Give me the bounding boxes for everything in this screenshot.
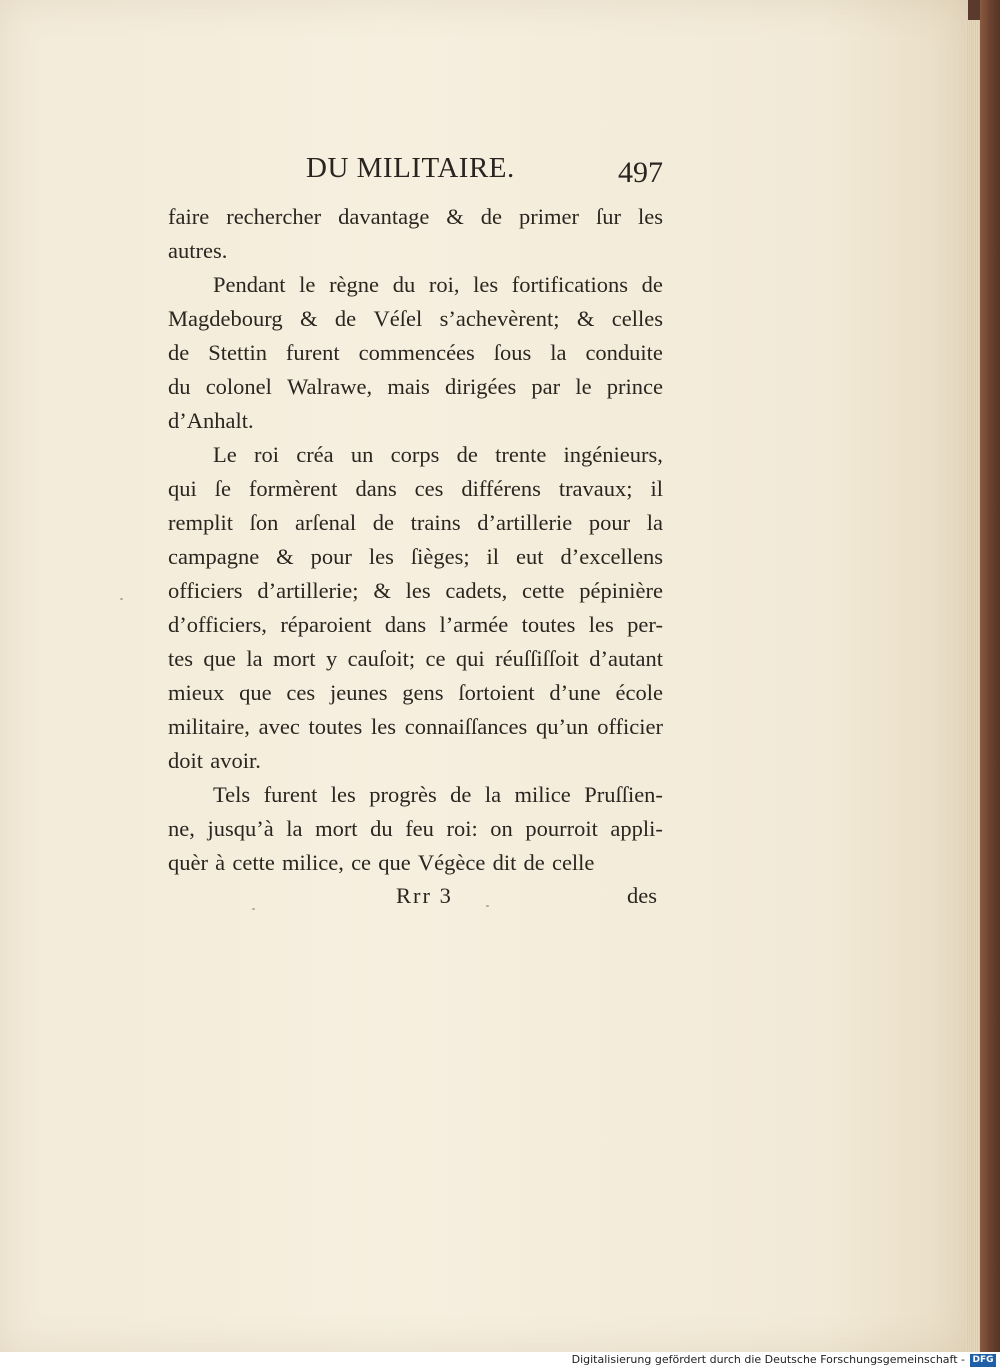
page-footer xyxy=(168,883,663,917)
dfg-logo: DFG xyxy=(970,1354,996,1367)
page-header xyxy=(168,148,663,188)
text-line: quèr à cette milice, ce que Végèce dit de celle xyxy=(168,850,595,875)
text-line: de Stettin furent commencées ſous la conduite xyxy=(168,340,663,365)
body-text xyxy=(168,200,663,880)
text-line: campagne & pour les ſièges; il eut d’excellens xyxy=(168,544,663,569)
text-line: Pendant le règne du roi, les fortifications de xyxy=(213,272,663,297)
book-cover-edge xyxy=(980,0,1000,1369)
text-line: tes que la mort y cauſoit; ce qui réuſſiſſoit d’autant xyxy=(168,646,663,671)
text-line: remplit ſon arſenal de trains d’artillerie pour la xyxy=(168,510,663,535)
digitization-credit: Digitalisierung gefördert durch die Deutsche Forschungsgemeinschaft - xyxy=(571,1353,965,1366)
text-line: Le roi créa un corps de trente ingénieurs, xyxy=(213,442,663,467)
catchword: des xyxy=(627,883,657,908)
text-line: doit avoir. xyxy=(168,748,261,773)
text-line: qui ſe formèrent dans ces différens travaux; il xyxy=(168,476,663,501)
text-line: faire rechercher davantage & de primer ſur les xyxy=(168,204,663,229)
text-line: d’Anhalt. xyxy=(168,408,254,433)
running-head: DU MILITAIRE. xyxy=(306,152,515,184)
page-stack-edge xyxy=(966,20,980,1355)
text-line: ne, jusqu’à la mort du feu roi: on pourroit appli- xyxy=(168,816,663,841)
text-line: militaire, avec toutes les connaiſſances qu’un officier xyxy=(168,714,663,739)
paper-speck xyxy=(120,598,123,600)
text-line: Magdebourg & de Véſel s’achevèrent; & celles xyxy=(168,306,663,331)
text-line: officiers d’artillerie; & les cadets, cette pépinière xyxy=(168,578,663,603)
text-line: Tels furent les progrès de la milice Pruſſien- xyxy=(213,782,663,807)
text-line: du colonel Walrawe, mais dirigées par le prince xyxy=(168,374,663,399)
text-line: autres. xyxy=(168,238,228,263)
text-line: mieux que ces jeunes gens ſortoient d’une école xyxy=(168,680,663,705)
signature-mark: Rrr 3 xyxy=(396,883,453,908)
text-line: d’officiers, réparoient dans l’armée toutes les per- xyxy=(168,612,663,637)
page-number: 497 xyxy=(618,156,663,189)
